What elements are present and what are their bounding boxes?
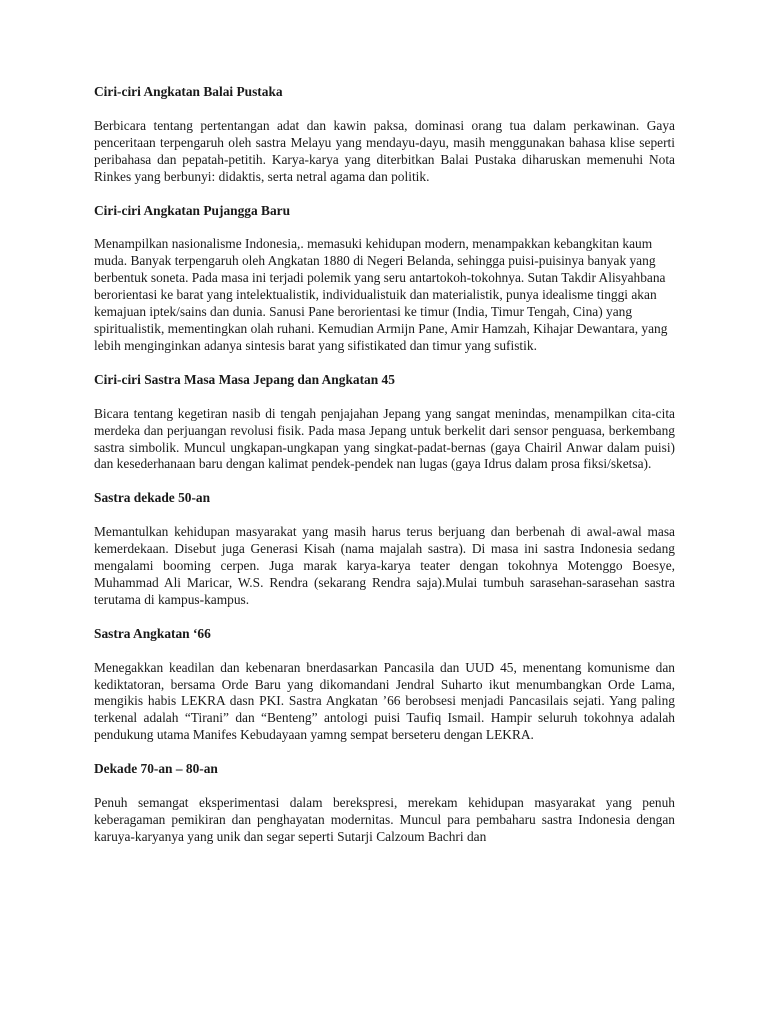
section-jepang-45 (94, 372, 675, 474)
section-heading: Ciri-ciri Angkatan Balai Pustaka (94, 84, 283, 99)
section-paragraph: Penuh semangat eksperimentasi dalam berekspresi, merekam kehidupan masyarakat yang penuh keberagaman pemikiran dan penghayatan modernitas. Muncul para pembaharu sastra Indonesia dengan karuya-karyanya yang unik dan segar seperti Sutarji Calzoum Bachri dan (94, 795, 675, 844)
section-paragraph: Menampilkan nasionalisme Indonesia,. memasuki kehidupan modern, menampakkan kebangkitan kaum muda. Banyak terpengaruh oleh Angkatan 1880 di Negeri Belanda, sehingga puisi-puisinya banyak yang berbentuk soneta. Pada masa ini terjadi polemik yang seru antartokoh-tokohnya. Sutan Takdir Alisyahbana berorientasi ke barat yang intelektualistik, individualistuik dan materialistik, punya idealisme tinggi akan kemajuan iptek/sains dan dunia. Sanusi Pane berorientasi ke timur (India, Timur Tengah, Cina) yang spiritualistik, mementingkan olah ruhani. Kemudian Armijn Pane, Amir Hamzah, Kihajar Dewantara, yang lebih menginginkan adanya sintesis barat yang sifistikated dan timur yang sufistik. (94, 236, 668, 353)
section-pujangga-baru (94, 203, 675, 355)
section-angkatan-66 (94, 626, 675, 744)
section-paragraph: Menegakkan keadilan dan kebenaran bnerdasarkan Pancasila dan UUD 45, menentang komunisme dan kediktatoran, bersama Orde Baru yang dikomandani Jendral Suharto ikut menumbangkan Orde Lama, mengikis habis LEKRA dasn PKI. Sastra Angkatan ’66 berobsesi menjadi Pancasilais sejati. Yang paling terkenal adalah “Tirani” dan “Benteng” antologi puisi Taufiq Ismail. Hampir seluruh tokohnya adalah pendukung utama Manifes Kebudayaan yamng sempat berseteru dengan LEKRA. (94, 659, 675, 743)
section-heading: Sastra Angkatan ‘66 (94, 625, 211, 641)
section-paragraph: Bicara tentang kegetiran nasib di tengah penjajahan Jepang yang sangat menindas, menampilkan cita-cita merdeka dan perjuangan revolusi fisik. Pada masa Jepang untuk berkelit dari sensor penguasa, berkembang sastra simbolik. Muncul ungkapan-ungkapan yang singkat-padat-bernas (gaya Chairil Anwar dalam puisi) dan kesederhanaan baru dengan kalimat pendek-pendek nan lugas (gaya Idrus dalam prosa fiksi/sketsa). (94, 405, 675, 472)
section-heading: Ciri-ciri Sastra Masa Masa Jepang dan Angkatan 45 (94, 371, 395, 387)
section-paragraph: Memantulkan kehidupan masyarakat yang masih harus terus berjuang dan berbenah di awal-awal masa kemerdekaan. Disebut juga Generasi Kisah (nama majalah sastra). Di masa ini sastra Indonesia sedang mengalami booming cerpen. Juga marak karya-karya teater dengan tokohnya Motenggo Boesye, Muhammad Ali Maricar, W.S. Rendra (sekarang Rendra saja).Mulai tumbuh sarasehan-sarasehan sastra terutama di kampus-kampus. (94, 524, 675, 607)
document-page (94, 84, 675, 846)
section-dekade-70-80 (94, 761, 675, 846)
section-heading: Sastra dekade 50-an (94, 490, 211, 506)
section-heading: Ciri-ciri Angkatan Pujangga Baru (94, 202, 291, 218)
section-dekade-50 (94, 490, 675, 608)
section-balai-pustaka (94, 84, 675, 186)
section-heading: Dekade 70-an – 80-an (94, 761, 218, 777)
section-paragraph: Berbicara tentang pertentangan adat dan kawin paksa, dominasi orang tua dalam perkawinan. Gaya penceritaan terpengaruh oleh sastra Melayu yang mendayu-dayu, masih menggunakan bahasa klise seperti peribahasa dan pepatah-petitih. Karya-karya yang diterbitkan Balai Pustaka diharuskan memenuhi Nota Rinkes yang berbunyi: didaktis, serta netral agama dan politik. (94, 117, 675, 184)
